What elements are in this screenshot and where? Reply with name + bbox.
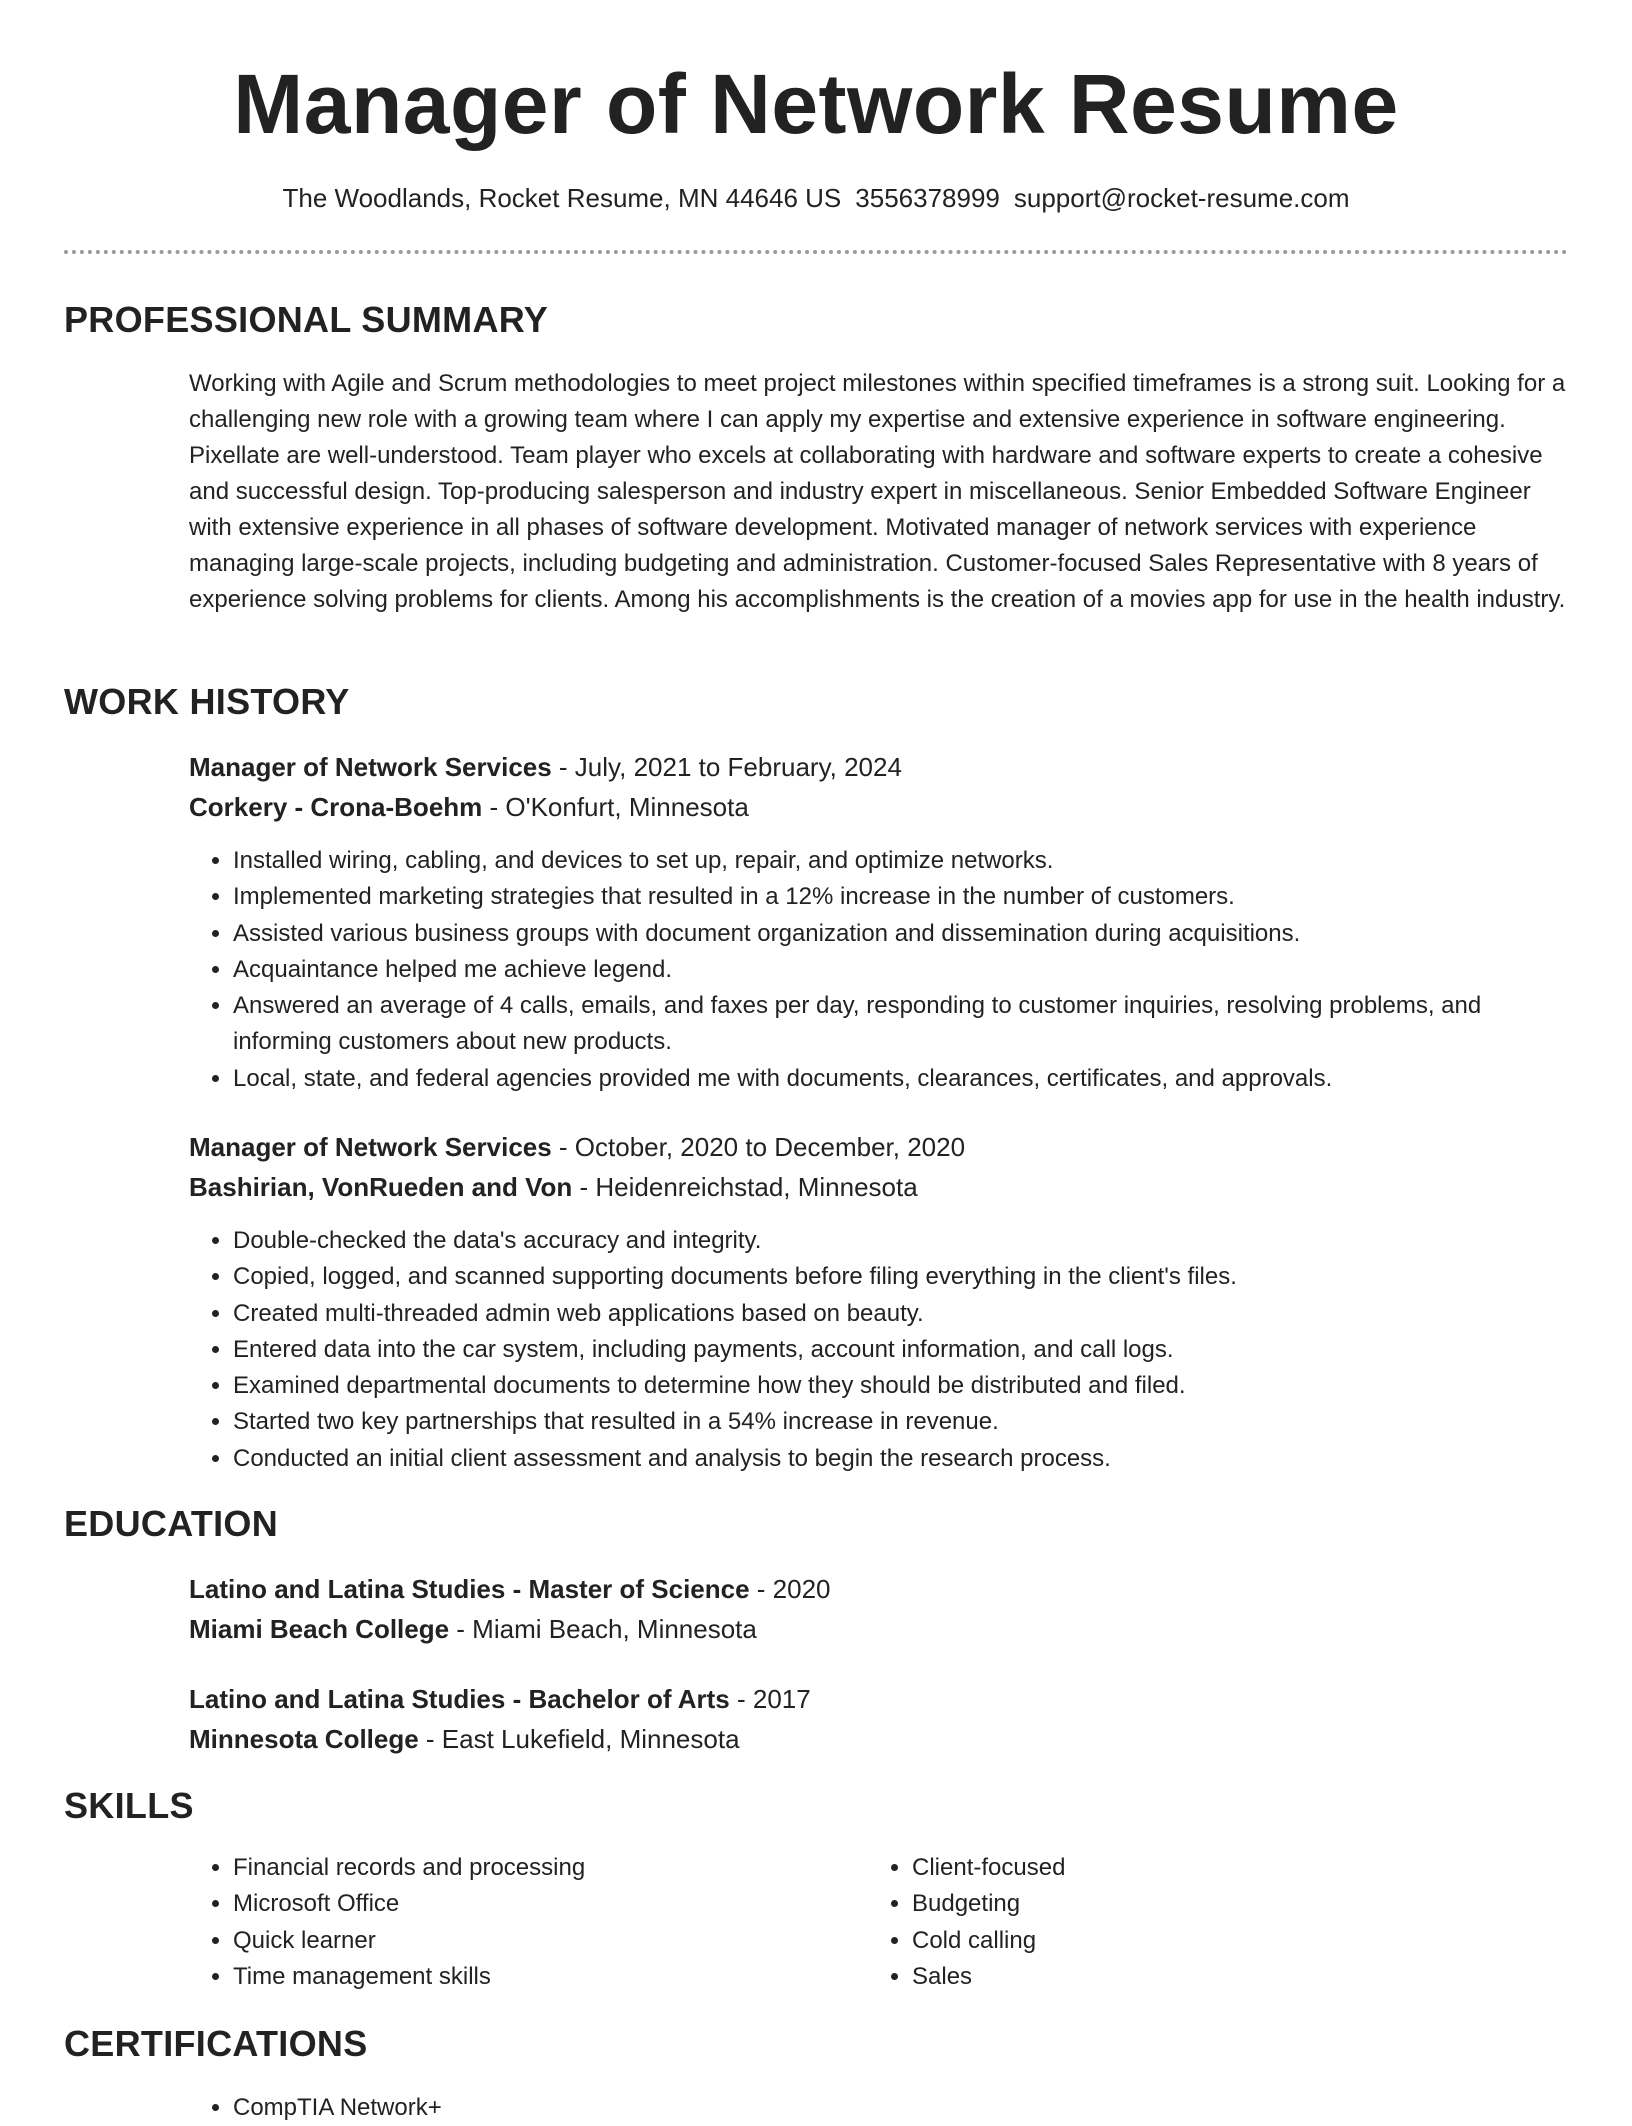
job-bullet: • Copied, logged, and scanned supporting documents before filing everything in the client's files. — [233, 1259, 1569, 1295]
contact-email: support@rocket-resume.com — [1013, 183, 1350, 213]
job-company-line — [189, 1167, 1569, 1207]
job-bullet: • Answered an average of 4 calls, emails, and faxes per day, responding to customer inquiries, resolving problems, and informing customers about new products. — [233, 988, 1569, 1061]
skill-item: • Financial records and processing — [233, 1850, 789, 1886]
skills-heading: SKILLS — [64, 1785, 194, 1826]
job-location: - O'Konfurt, Minnesota — [482, 792, 749, 822]
skill-item: • Cold calling — [912, 1923, 1468, 1959]
certifications-list — [189, 2090, 1569, 2126]
job-title-line — [189, 747, 1569, 787]
certifications-heading: CERTIFICATIONS — [64, 2023, 368, 2064]
job-entry — [189, 1127, 1569, 1477]
degree-year: - 2020 — [749, 1574, 831, 1604]
school-location: - East Lukefield, Minnesota — [418, 1724, 740, 1754]
job-bullet: • Started two key partnerships that resulted in a 54% increase in revenue. — [233, 1404, 1569, 1440]
contact-phone: 3556378999 — [855, 183, 1000, 213]
summary-text: Working with Agile and Scrum methodologies to meet project milestones within specified timeframes is a strong suit. Looking for a challenging new role with a growing team where I can apply my expertise and extensive experience in software engineering. Pixellate are well-understood. Team player who excels at collaborating with hardware and software experts to create a cohesive and successful design. Top-producing salesperson and industry expert in miscellaneous. Senior Embedded Software Engineer with extensive experience in all phases of software development. Motivated manager of network services with experience managing large-scale projects, including budgeting and administration. Customer-focused Sales Representative with 8 years of experience solving problems for clients. Among his accomplishments is the creation of a movies app for use in the health industry. — [189, 370, 1566, 613]
job-location: - Heidenreichstad, Minnesota — [572, 1172, 918, 1202]
degree-line — [189, 1679, 1569, 1719]
degree-year: - 2017 — [729, 1684, 811, 1714]
job-bullet: • Implemented marketing strategies that resulted in a 12% increase in the number of customers. — [233, 879, 1569, 915]
job-bullet: • Conducted an initial client assessment and analysis to begin the research process. — [233, 1441, 1569, 1477]
job-dates: - July, 2021 to February, 2024 — [551, 752, 902, 782]
job-bullet: • Local, state, and federal agencies provided me with documents, clearances, certificates, and approvals. — [233, 1061, 1569, 1097]
job-bullet: • Created multi-threaded admin web applications based on beauty. — [233, 1296, 1569, 1332]
job-role: Manager of Network Services — [189, 752, 552, 782]
job-company: Bashirian, VonRueden and Von — [189, 1172, 573, 1202]
education-heading: EDUCATION — [64, 1503, 279, 1544]
skill-item: • Budgeting — [912, 1886, 1468, 1922]
degree-line — [189, 1569, 1569, 1609]
school-line — [189, 1719, 1569, 1759]
school-location: - Miami Beach, Minnesota — [449, 1614, 757, 1644]
work-history-heading: WORK HISTORY — [64, 681, 350, 722]
skill-item: • Sales — [912, 1959, 1468, 1995]
contact-address: The Woodlands, Rocket Resume, MN 44646 US — [282, 183, 842, 213]
job-bullet: • Acquaintance helped me achieve legend. — [233, 952, 1569, 988]
education-entry — [189, 1679, 1569, 1759]
summary-heading: PROFESSIONAL SUMMARY — [64, 299, 549, 340]
job-company: Corkery - Crona-Boehm — [189, 792, 483, 822]
job-bullet: • Entered data into the car system, including payments, account information, and call logs. — [233, 1332, 1569, 1368]
education-entry — [189, 1569, 1569, 1649]
contact-line — [0, 180, 1632, 216]
school: Miami Beach College — [189, 1614, 450, 1644]
job-dates: - October, 2020 to December, 2020 — [551, 1132, 966, 1162]
job-bullet: • Installed wiring, cabling, and devices to set up, repair, and optimize networks. — [233, 843, 1569, 879]
skills-left-column — [189, 1850, 789, 1995]
job-bullet: • Assisted various business groups with document organization and dissemination during acquisitions. — [233, 916, 1569, 952]
job-role: Manager of Network Services — [189, 1132, 552, 1162]
job-title-line — [189, 1127, 1569, 1167]
job-bullet: • Examined departmental documents to determine how they should be distributed and filed. — [233, 1368, 1569, 1404]
school: Minnesota College — [189, 1724, 419, 1754]
degree: Latino and Latina Studies - Bachelor of Arts — [189, 1684, 730, 1714]
job-entry — [189, 747, 1569, 1097]
job-company-line — [189, 787, 1569, 827]
job-bullets — [189, 843, 1569, 1097]
header-divider — [64, 250, 1568, 254]
job-bullets — [189, 1223, 1569, 1477]
skill-item: • Client-focused — [912, 1850, 1468, 1886]
certifications-block — [189, 2090, 1569, 2126]
skills-right-column — [868, 1850, 1468, 1995]
skill-item: • Time management skills — [233, 1959, 789, 1995]
skills-list — [868, 1850, 1468, 1995]
job-bullet: • Double-checked the data's accuracy and integrity. — [233, 1223, 1569, 1259]
degree: Latino and Latina Studies - Master of Science — [189, 1574, 750, 1604]
certification-item: • CompTIA Network+ — [233, 2090, 1569, 2126]
school-line — [189, 1609, 1569, 1649]
resume-title: Manager of Network Resume — [233, 57, 1399, 151]
skill-item: • Quick learner — [233, 1923, 789, 1959]
skill-item: • Microsoft Office — [233, 1886, 789, 1922]
skills-list — [189, 1850, 789, 1995]
